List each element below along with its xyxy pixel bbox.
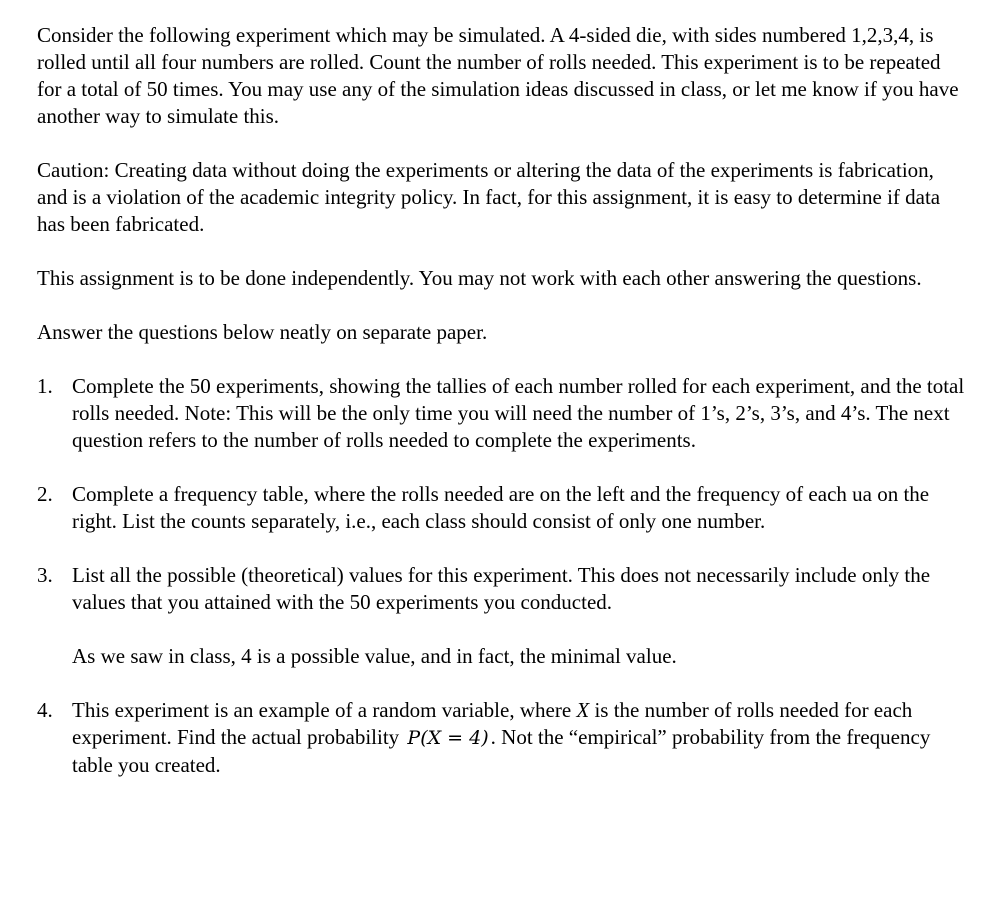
probability-formula: P(X = 4) <box>407 727 489 749</box>
question-text: Complete a frequency table, where the rolls needed are on the left and the frequency of each ua on the right. List the counts separately, i.e., each class should consist of only one number. <box>72 482 930 533</box>
assignment-document <box>37 22 967 806</box>
question-text-part: is the number of rolls needed for each experiment. Find the actual probability <box>72 698 913 749</box>
question-item <box>37 481 967 535</box>
question-text-part: . Not the “empirical” probability from the frequency table you created. <box>72 725 931 777</box>
question-text: Complete the 50 experiments, showing the tallies of each number rolled for each experiment, and the total rolls needed. Note: This will be the only time you will need the number of 1’s, 2’s, 3’s, and 4’s. The next question refers to the number of rolls needed to complete the experiments. <box>72 374 965 452</box>
question-number: 3. <box>37 563 53 587</box>
question-text <box>72 697 967 779</box>
question-number: 4. <box>37 698 53 722</box>
question-item <box>37 373 967 454</box>
question-text-part: This experiment is an example of a random variable, where <box>72 698 577 722</box>
caution-paragraph: Caution: Creating data without doing the experiments or altering the data of the experiments is fabrication, and is a violation of the academic integrity policy. In fact, for this assignment, it is easy to determine if data has been fabricated. <box>37 158 941 236</box>
instructions-paragraph: Answer the questions below neatly on separate paper. <box>37 320 488 344</box>
questions-list <box>37 373 967 779</box>
question-item <box>37 697 967 779</box>
intro-paragraph: Consider the following experiment which may be simulated. A 4-sided die, with sides numbered 1,2,3,4, is rolled until all four numbers are rolled. Count the number of rolls needed. This experiment is to be repeated for a total of 50 times. You may use any of the simulation ideas discussed in class, or let me know if you have another way to simulate this. <box>37 23 959 128</box>
question-text: List all the possible (theoretical) values for this experiment. This does not necessarily include only the values that you attained with the 50 experiments you conducted. <box>72 563 931 614</box>
question-item <box>37 562 967 670</box>
question-number: 1. <box>37 374 53 398</box>
question-note: As we saw in class, 4 is a possible value, and in fact, the minimal value. <box>72 644 677 668</box>
random-variable: X <box>576 698 590 722</box>
question-number: 2. <box>37 482 53 506</box>
independence-paragraph: This assignment is to be done independently. You may not work with each other answering the questions. <box>37 266 922 290</box>
